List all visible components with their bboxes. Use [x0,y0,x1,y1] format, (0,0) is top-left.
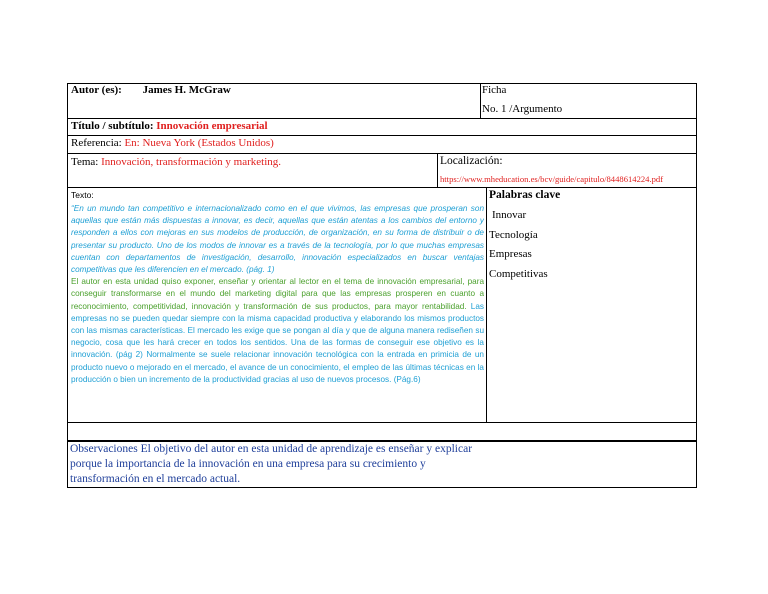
observations-text: Observaciones El objetivo del autor en esta unidad de aprendizaje es enseñar y explicar porque la importancia de la innovación en una empresa para su crecimiento y transformación en el mercado actual. [70,443,473,485]
continuation-text: Las empresas no se pueden quedar siempre con la misma capacidad productiva y elaborando los mismos productos con las mismas características. El mercado les exige que se pongan al día y que de alguna manera rediseñen su negocio, cosa que les hará crecer en todos los sentidos. Una de las formas de conseguir ese objetivo es la innovación. (pág 2) Normalmente se suele relacionar innovación tecnológica con la entrada en primicia de un producto nuevo o mejorado en el mercado, el avance de un conocimiento, el empleo de las últimas técnicas en la producción o bien un incremento de la productividad gracias al uso de nuevos procesos. (Pág.6) [71,301,484,384]
reference-label: Referencia: [71,137,122,149]
ficha-label: Ficha [482,84,507,96]
summary-paragraph [71,276,484,386]
location-label: Localización: [440,155,503,167]
keyword-item: Empresas [489,248,532,260]
summary-text: El autor en esta unidad quiso exponer, enseñar y orientar al lector en el tema de innovación empresarial, para conseguir transformarse en el mundo del marketing digital para que las empresas prosperen en cuanto a reconocimiento, competitividad, innovación y transformación de sus productos, para mayor rentabilidad. [71,277,484,311]
theme-row [71,156,431,168]
reference-value: En: Nueva York (Estados Unidos) [124,137,274,149]
keywords-label: Palabras clave [489,189,561,201]
ficha-number: No. 1 /Argumento [482,103,563,115]
keyword-item: Tecnología [489,228,538,241]
text-label: Texto: [71,190,94,200]
keyword-item: Competitivas [489,267,548,280]
reference-row [71,137,671,149]
keywords-panel [489,189,694,419]
author-label: Autor (es): [71,84,122,96]
author-name: James H. McGraw [142,84,231,96]
title-label: Título / subtítulo: [71,120,154,132]
author-row [71,84,471,98]
quote-paragraph: “En un mundo tan competitivo e internacionalizado como en el que vivimos, las empresas que prosperan son aquellas que están más dispuestas a innovar, es decir, aquellas que están atentas a los cambios del entorno y responden a ellos con mejoras en sus modelos de producción, de organización, en su forma de distribuir o de presentar su producto. Uno de los modos de innovar es a través de la tecnología, por lo que muchas empresas cuentan con departamentos de investigación, desarrollo, innovación especializados en buscar ventajas competitivas que les diferencien en el mercado. (pág. 1) [71,204,484,275]
location-url[interactable]: https://www.mheducation.es/bcv/guide/capitulo/8448614224.pdf [440,174,664,184]
theme-label: Tema: [71,156,99,168]
keyword-item: Innovar [492,209,527,221]
title-value: Innovación empresarial [156,120,268,132]
text-body [71,203,484,421]
title-row [71,120,671,132]
theme-value: Innovación, transformación y marketing. [101,156,281,168]
